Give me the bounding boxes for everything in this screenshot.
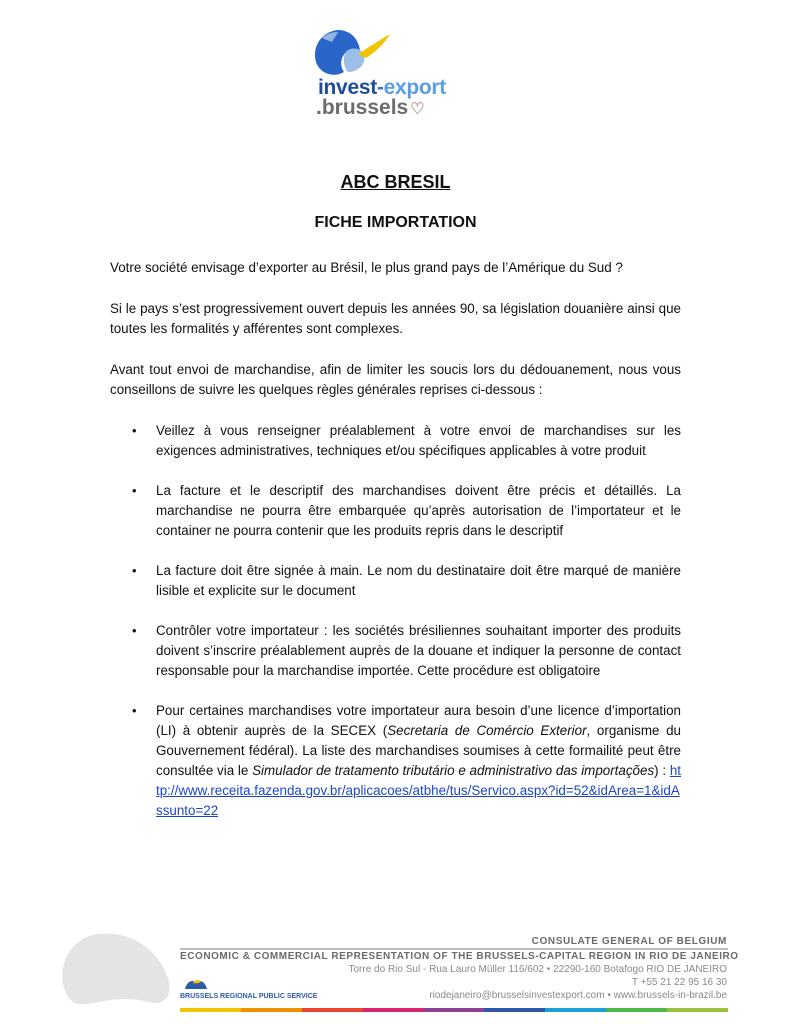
footer-consulate: CONSULATE GENERAL OF BELGIUM xyxy=(531,936,727,947)
document-body xyxy=(110,258,681,841)
color-bar-segment xyxy=(363,1008,424,1012)
bullet-icon: • xyxy=(132,703,137,718)
color-bar-segment xyxy=(241,1008,302,1012)
heart-icon: ♡ xyxy=(410,101,425,118)
color-bar-segment xyxy=(180,1008,241,1012)
paragraph: Avant tout envoi de marchandise, afin de limiter les soucis lors du dédouanement, nous vous conseillons de suivre les quelques règles générales reprises ci-dessous : xyxy=(110,362,681,397)
bullet-icon: • xyxy=(132,423,137,438)
footer-service-label: BRUSSELS REGIONAL PUBLIC SERVICE xyxy=(180,993,318,1000)
paragraph: Votre société envisage d’exporter au Brésil, le plus grand pays de l’Amérique du Sud ? xyxy=(110,260,623,275)
footer-phone: T +55 21 22 95 16 30 xyxy=(631,977,727,988)
receita-simulator-link[interactable]: http://www.receita.fazenda.gov.br/aplicacoes/atbhe/tus/Servico.aspx?id=52&idArea=1&idAssunto=22 xyxy=(156,763,681,818)
list-item: • La facture doit être signée à main. Le nom du destinataire doit être marqué de manière lisible et explicite sur le document xyxy=(132,563,681,598)
footer-representation: ECONOMIC & COMMERCIAL REPRESENTATION OF THE BRUSSELS-CAPITAL REGION IN RIO DE JANEIRO xyxy=(180,951,739,962)
bullet-icon: • xyxy=(132,483,137,498)
list-item: • Contrôler votre importateur : les sociétés brésiliennes souhaitant importer des produits doivent s’inscrire préalablement auprès de la douane et indiquer la personne de contact responsable pour la marchandise importée. Cette procédure est obligatoire xyxy=(132,623,681,678)
logo-wordmark-brussels: .brussels ♡ xyxy=(316,96,425,119)
list-item: • Pour certaines marchandises votre importateur aura besoin d’une licence d’importation (LI) à obtenir auprès de la SECEX (Secretaria de Comércio Exterior, organisme du Gouvernement fédéral). La liste des marchandises soumises à cette formailité peut être consultée via le Simulador de tratamento tributário e administrativo das importações) : http://www.receita.fazenda.gov.br/aplicacoes/atbhe/tus/Servico.aspx?id=52&idArea=1&idAssunto=22 xyxy=(132,703,681,818)
color-bar-segment xyxy=(606,1008,667,1012)
document-subtitle: FICHE IMPORTATION xyxy=(314,214,477,231)
logo-wordmark-invest-export: invest-export xyxy=(318,76,446,99)
color-bar-segment xyxy=(545,1008,606,1012)
paragraph: Si le pays s’est progressivement ouvert depuis les années 90, sa législation douanière ainsi que toutes les formalités y afférentes sont complexes. xyxy=(110,301,681,336)
color-bar-segment xyxy=(302,1008,363,1012)
list-item: • Veillez à vous renseigner préalablement à votre envoi de marchandises sur les exigences administratives, techniques et/ou spécifiques applicables à votre produit xyxy=(132,423,681,458)
list-item: • La facture et le descriptif des marchandises doivent être précis et détaillés. La marchandise ne pourra être embarquée qu’après autorisation de l’importateur et le container ne pourra contenir que les produits repris dans le descriptif xyxy=(132,483,681,538)
footer-color-bar xyxy=(180,1008,728,1012)
footer-address: Torre do Rio Sul - Rua Lauro Müller 116/602 • 22290-160 Botafogo RIO DE JANEIRO xyxy=(348,964,727,975)
footer-divider xyxy=(180,948,728,950)
color-bar-segment xyxy=(667,1008,728,1012)
brussels-region-logo-icon xyxy=(183,977,209,991)
footer-contact: riodejaneiro@brusselsinvestexport.com • www.brussels-in-brazil.be xyxy=(429,990,727,1001)
bullet-icon: • xyxy=(132,563,137,578)
bullet-icon: • xyxy=(132,623,137,638)
color-bar-segment xyxy=(484,1008,545,1012)
rules-list xyxy=(110,421,681,821)
document-title: ABC BRESIL xyxy=(340,172,451,192)
footer-decorative-shape xyxy=(58,928,178,1008)
color-bar-segment xyxy=(424,1008,485,1012)
